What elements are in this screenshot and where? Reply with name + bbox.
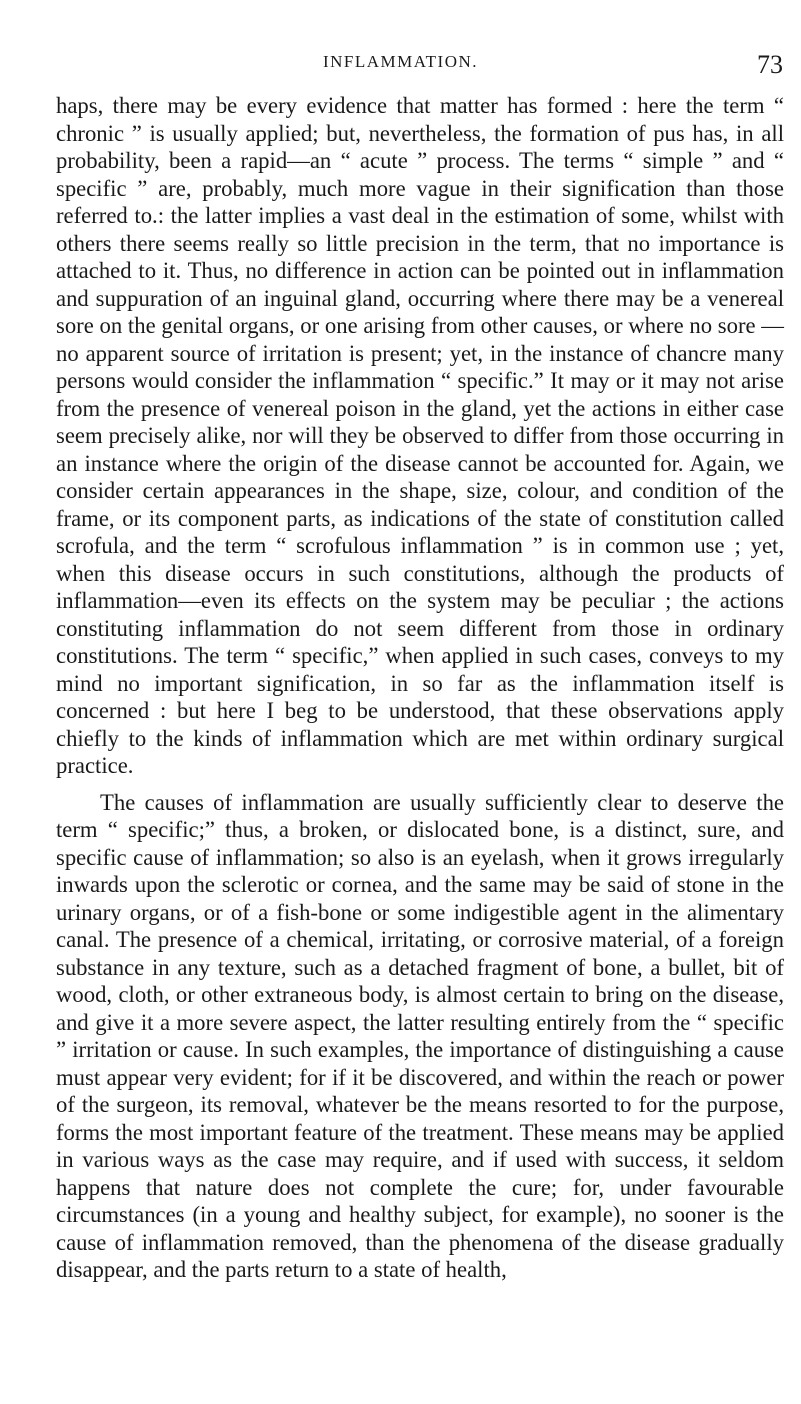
running-title: INFLAMMATION. [322, 52, 479, 71]
paragraph-continued: haps, there may be every evidence that matter has formed : here the term “ chronic ” is usually applied; but, nevertheless, the formation of pus has, in all probability, been a rapid—an “ acute ” process. The terms “ simple ” and “ specific ” are, probably, much more vague in their signification than those referred to.: the latter implies a vast deal in the estimation of some, whilst with others there seems really so little precision in the term, that no importance is attached to it. Thus, no difference in action can be pointed out in inflammation and suppuration of an inguinal gland, occurring where there may be a venereal sore on the genital organs, or one arising from other causes, or where no sore — no apparent source of irritation is present; yet, in the instance of chancre many persons would consider the inflammation “ specific.” It may or it may not arise from the presence of venereal poison in the gland, yet the actions in either case seem precisely alike, nor will they be observed to differ from those occurring in an instance where the origin of the disease cannot be accounted for. Again, we consider certain appearances in the shape, size, colour, and condition of the frame, or its component parts, as indications of the state of constitution called scrofula, and the term “ scrofulous inflammation ” is in common use ; yet, when this disease occurs in such constitutions, although the products of inflammation—even its effects on the system may be peculiar ; the actions constituting inflammation do not seem different from those in ordinary constitutions. The term “ specific,” when applied in such cases, conveys to my mind no important signification, in so far as the inflammation itself is concerned : but here I beg to be understood, that these observations apply chiefly to the kinds of inflammation which are met within ordinary surgical practice. [56, 93, 784, 778]
page-number: 73 [757, 50, 783, 79]
body-text [56, 92, 784, 1284]
paragraph-causes: The causes of inflammation are usually sufficiently clear to deserve the term “ specific;” thus, a broken, or dislocated bone, is a distinct, sure, and specific cause of inflammation; so also is an eyelash, when it grows irregularly inwards upon the sclerotic or cornea, and the same may be said of stone in the urinary organs, or of a fish-bone or some indigestible agent in the alimentary canal. The presence of a chemical, irritating, or corrosive material, of a foreign substance in any texture, such as a detached fragment of bone, a bullet, bit of wood, cloth, or other extraneous body, is almost certain to bring on the disease, and give it a more severe aspect, the latter resulting entirely from the “ specific ” irritation or cause. In such examples, the importance of distinguishing a cause must appear very evident; for if it be discovered, and within the reach or power of the surgeon, its removal, whatever be the means resorted to for the purpose, forms the most important feature of the treatment. These means may be applied in various ways as the case may require, and if used with success, it seldom happens that nature does not complete the cure; for, under favourable circumstances (in a young and healthy subject, for example), no sooner is the cause of inflammation removed, than the phenomena of the disease gradually disappear, and the parts return to a state of health, [56, 789, 784, 1282]
page-header [0, 50, 801, 80]
